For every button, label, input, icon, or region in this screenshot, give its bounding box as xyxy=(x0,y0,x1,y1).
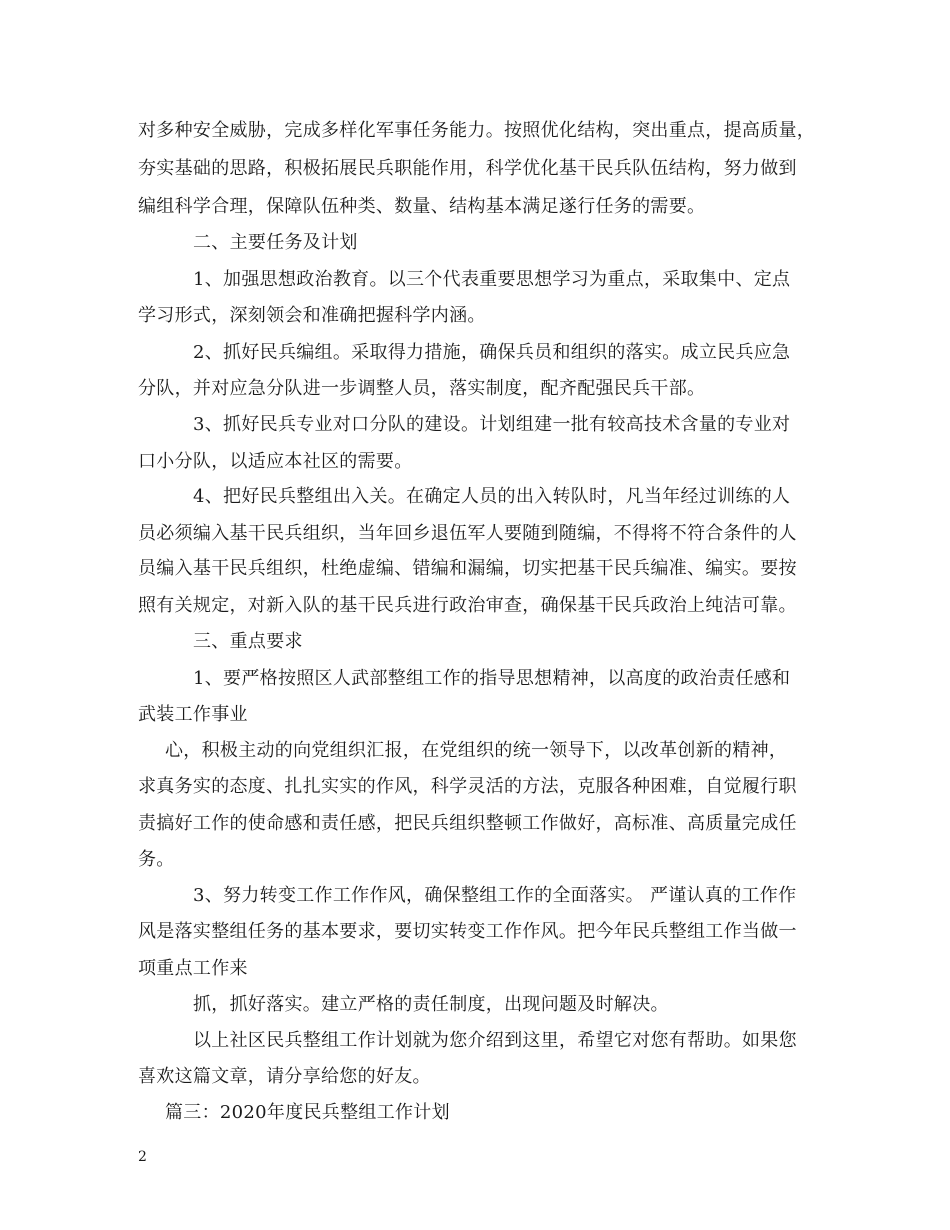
text-line: 夯实基础的思路，积极拓展民兵职能作用，科学优化基干民兵队伍结构，努力做到 xyxy=(138,158,797,179)
text-line: 喜欢这篇文章，请分享给您的好友。 xyxy=(138,1066,431,1087)
text-line: 求真务实的态度、扎扎实实的作风，科学灵活的方法，克服各种困难，自觉履行职 xyxy=(138,776,797,797)
text-line: 3、抓好民兵专业对口分队的建设。计划组建一批有较高技术含量的专业对 xyxy=(193,414,791,435)
text-line: 编组科学合理，保障队伍种类、数量、结构基本满足遂行任务的需要。 xyxy=(138,196,706,217)
text-line: 1、加强思想政治教育。以三个代表重要思想学习为重点，采取集中、定点 xyxy=(193,269,791,290)
text-line: 照有关规定，对新入队的基干民兵进行政治审查，确保基干民兵政治上纯洁可靠。 xyxy=(138,595,797,616)
text-line: 项重点工作来 xyxy=(138,958,248,979)
text-line: 武装工作事业 xyxy=(138,704,248,725)
text-line: 1、要严格按照区人武部整组工作的指导思想精神，以高度的政治责任感和 xyxy=(193,668,791,689)
text-line: 学习形式，深刻领会和准确把握科学内涵。 xyxy=(138,305,486,326)
text-line: 员编入基干民兵组织，杜绝虚编、错编和漏编，切实把基干民兵编准、编实。要按 xyxy=(138,558,797,579)
text-line: 3、努力转变工作工作作风，确保整组工作的全面落实。 严谨认真的工作作 xyxy=(193,885,797,906)
text-line: 口小分队，以适应本社区的需要。 xyxy=(138,451,413,472)
text-line: 对多种安全威胁，完成多样化军事任务能力。按照优化结构，突出重点，提高质量， xyxy=(138,120,816,141)
text-line: 抓，抓好落实。建立严格的责任制度，出现问题及时解决。 xyxy=(193,994,669,1015)
text-line: 分队，并对应急分队进一步调整人员，落实制度，配齐配强民兵干部。 xyxy=(138,378,706,399)
page-number: 2 xyxy=(138,1149,147,1165)
section-heading: 二、主要任务及计划 xyxy=(193,232,358,253)
text-line: 风是落实整组任务的基本要求，要切实转变工作作风。把今年民兵整组工作当做一 xyxy=(138,921,797,942)
section-heading: 三、重点要求 xyxy=(193,631,303,652)
text-line: 心，积极主动的向党组织汇报，在党组织的统一领导下，以改革创新的精神， xyxy=(165,740,788,761)
text-line: 以上社区民兵整组工作计划就为您介绍到这里，希望它对您有帮助。如果您 xyxy=(193,1030,797,1051)
text-line: 2、抓好民兵编组。采取得力措施，确保兵员和组织的落实。成立民兵应急 xyxy=(193,342,791,363)
text-line: 责搞好工作的使命感和责任感，把民兵组织整顿工作做好，高标准、高质量完成任 xyxy=(138,813,797,834)
text-line: 4、把好民兵整组出入关。在确定人员的出入转队时，凡当年经过训练的人 xyxy=(193,486,791,507)
text-line: 员必须编入基干民兵组织，当年回乡退伍军人要随到随编，不得将不符合条件的人 xyxy=(138,523,797,544)
text-line: 务。 xyxy=(138,849,175,870)
article-heading: 篇三：2020年度民兵整组工作计划 xyxy=(165,1102,450,1123)
